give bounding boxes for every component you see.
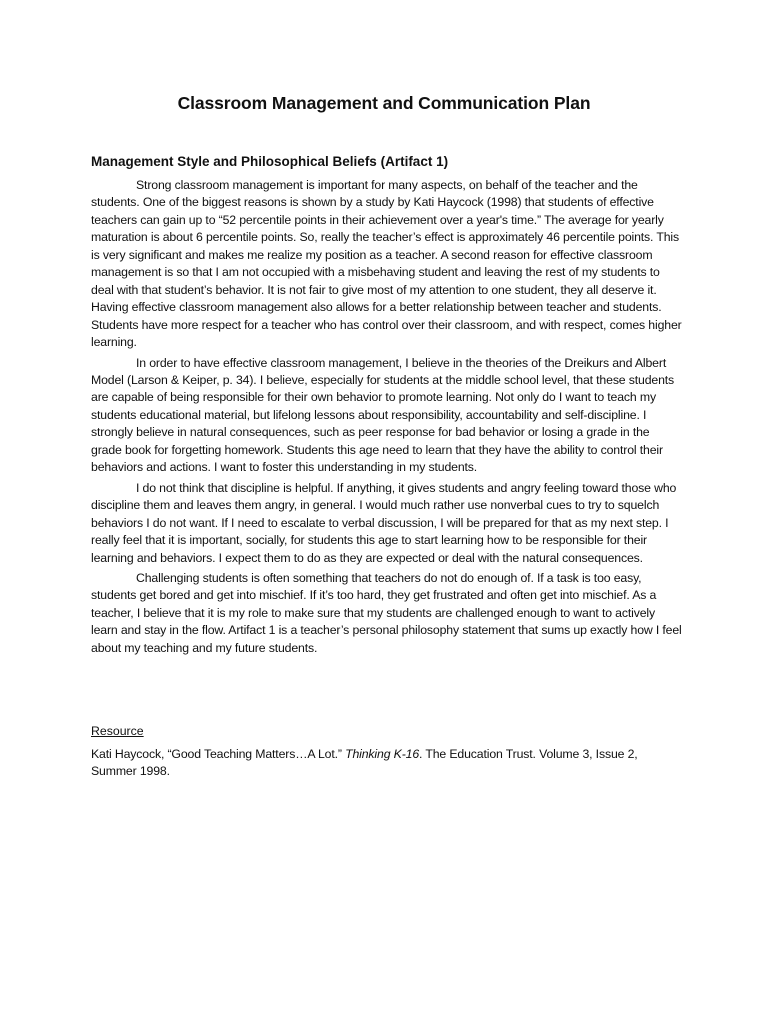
body-paragraph: Strong classroom management is important for many aspects, on behalf of the teacher and the students. One of the biggest reasons is shown by a study by Kati Haycock (1998) that students of effective teachers can gain up to “52 percentile points in their achievement over a year's time.” The average for yearly maturation is about 6 percentile points. So, really the teacher’s effect is approximately 46 percentile points. This is very significant and makes me realize my position as a teacher. A second reason for effective classroom management is so that I am not occupied with a misbehaving student and leaving the rest of my students to deal with that student’s behavior. It is not fair to give most of my attention to one student, they all deserve it. Having effective classroom management also allows for a better relationship between teacher and students. Students have more respect for a teacher who has control over their classroom, and with respect, comes higher learning. [91, 178, 682, 350]
body-paragraph: Challenging students is often something that teachers do not do enough of. If a task is too easy, students get bored and get into mischief. If it’s too hard, they get frustrated and often get into mischief. As a teacher, I believe that it is my role to make sure that my students are challenged enough to want to actively learn and stay in the flow. Artifact 1 is a teacher’s personal philosophy statement that sums up exactly how I feel about my teaching and my future students. [91, 570, 682, 655]
resource-citation [91, 746, 682, 781]
citation-journal: Thinking K-16 [345, 747, 420, 761]
section-heading: Management Style and Philosophical Beliefs (Artifact 1) [91, 154, 449, 169]
body-paragraph: In order to have effective classroom management, I believe in the theories of the Dreikurs and Albert Model (Larson & Keiper, p. 34). I believe, especially for students at the middle school level, that these students are capable of being responsible for their own behavior to promote learning. Not only do I want to teach my students educational material, but lifelong lessons about responsibility, accountability and self-discipline. I strongly believe in natural consequences, such as peer response for bad behavior or losing a grade in the grade book for forgetting homework. Students this age need to learn that they have the ability to control their behaviors and actions. I want to foster this understanding in my students. [91, 355, 675, 475]
document-title: Classroom Management and Communication Plan [177, 93, 591, 113]
body-paragraph: I do not think that discipline is helpful. If anything, it gives students and angry feeling toward those who discipline them and leaves them angry, in general. I would much rather use nonverbal cues to try to squelch behaviors I do not want. If I need to escalate to verbal discussion, I will be prepared for that as my next step. I really feel that it is important, socially, for students this age to start learning how to be responsible for their learning and behaviors. I expect them to do as they are expected or deal with the natural consequences. [91, 480, 677, 565]
citation-author-title: Kati Haycock, “Good Teaching Matters…A Lot.” [91, 747, 346, 761]
document-body [91, 177, 682, 660]
citation-publisher-details: . The Education Trust. Volume 3, Issue 2, Summer 1998. [91, 747, 638, 779]
resource-heading: Resource [91, 724, 144, 738]
